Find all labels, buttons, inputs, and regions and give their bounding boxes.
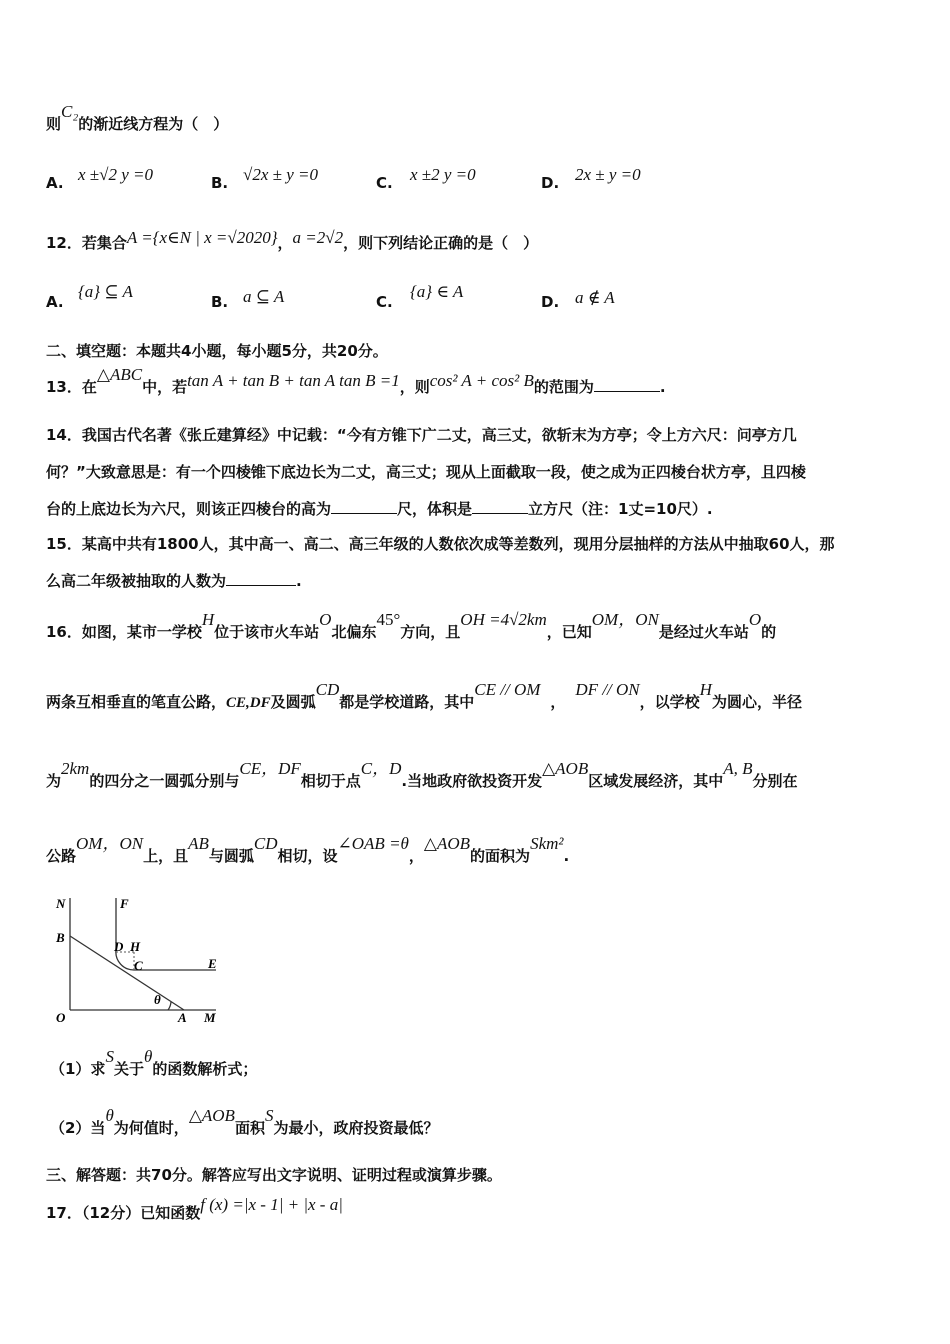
- option-expr: a ∉ A: [575, 288, 615, 307]
- q14-line1: 14．我国古代名著《张丘建算经》中记载：“今有方锥下广二丈，高三丈，欲斩末为方亭；令上方六尺：问亭方几: [46, 426, 797, 444]
- option-letter[interactable]: B.: [211, 174, 229, 192]
- option-expr: 2x ± y =0: [575, 165, 641, 184]
- label-a: A: [178, 1010, 187, 1025]
- section-heading: 三、解答题：共70分。解答应写出文字说明、证明过程或演算步骤。: [46, 1166, 502, 1184]
- label-e: E: [208, 956, 217, 971]
- option-letter[interactable]: B.: [211, 293, 229, 311]
- option-expr: {a} ⊆ A: [78, 282, 133, 301]
- q11-stem: 则C₂的渐近线方程为（ ）: [46, 102, 229, 133]
- q14-line2: 何？”大致意思是：有一个四棱锥下底边长为二丈，高三丈；现从上面截取一段，使之成为正四棱台状方亭，且四棱: [46, 463, 806, 481]
- answer-blank[interactable]: [226, 571, 296, 586]
- label-m: M: [204, 1010, 216, 1025]
- option-letter[interactable]: C.: [376, 293, 393, 311]
- answer-blank[interactable]: [472, 499, 528, 514]
- q16-sub1: （1）求S关于θ的函数解析式；: [50, 1047, 258, 1078]
- option-expr: a ⊆ A: [243, 287, 285, 306]
- q16-line4: 公路OM，ON上，且AB与圆弧CD相切，设∠OAB =θ，△AOB的面积为Skm².: [46, 834, 570, 865]
- q16-sub2: （2）当θ为何值时，△AOB面积S为最小，政府投资最低？: [50, 1106, 439, 1137]
- option-letter[interactable]: D.: [541, 174, 560, 192]
- answer-blank[interactable]: [594, 377, 660, 392]
- option-letter[interactable]: D.: [541, 293, 560, 311]
- q14-line3: 台的上底边长为六尺，则该正四棱台的高为 尺，体积是 立方尺（注：1丈=10尺）.: [46, 500, 713, 518]
- answer-blank[interactable]: [331, 499, 397, 514]
- label-o: O: [56, 1010, 66, 1025]
- q17: 17．（12分）已知函数f (x) =|x - 1| + |x - a|: [46, 1195, 343, 1222]
- q12-stem: 12．若集合A ={x∈N | x =√2020}，a =2√2，则下列结论正确的是（ ）: [46, 228, 539, 252]
- segment-ab: [70, 936, 184, 1010]
- geometry-figure: [50, 892, 240, 1032]
- q15-line2: 么高二年级被抽取的人数为 .: [46, 572, 302, 590]
- option-expr: x ±2 y =0: [410, 165, 476, 184]
- label-d: D: [114, 939, 124, 954]
- q16-line1: 16．如图，某市一学校H位于该市火车站O北偏东45°方向，且OH =4√2km，已知OM，ON是经过火车站O的: [46, 610, 777, 641]
- angle-arc: [168, 1002, 171, 1010]
- section-heading: 二、填空题：本题共4小题，每小题5分，共20分。: [46, 342, 388, 360]
- q16-line3: 为2km的四分之一圆弧分别与CE，DF相切于点C，D.当地政府欲投资开发△AOB区域发展经济，其中A, B分别在: [46, 759, 798, 790]
- q16-line2: 两条互相垂直的笔直公路，CE,DF及圆弧CD都是学校道路，其中CE // OM，DF // ON，以学校H为圆心，半径: [46, 680, 802, 711]
- label-h: H: [130, 939, 141, 954]
- q15-line1: 15．某高中共有1800人，其中高一、高二、高三年级的人数依次成等差数列，现用分层抽样的方法从中抽取60人，那: [46, 535, 835, 553]
- label-b: B: [56, 930, 65, 945]
- option-letter[interactable]: A.: [46, 174, 64, 192]
- option-expr: √2x ± y =0: [243, 165, 318, 184]
- q13: 13．在△ABC中，若tan A + tan B + tan A tan B =1，则cos² A + cos² B的范围为 .: [46, 365, 666, 396]
- option-expr: {a} ∈ A: [410, 282, 464, 301]
- label-c: C: [134, 958, 143, 973]
- label-n: N: [56, 896, 66, 911]
- label-f: F: [120, 896, 129, 911]
- option-letter[interactable]: C.: [376, 174, 393, 192]
- option-letter[interactable]: A.: [46, 293, 64, 311]
- label-theta: θ: [154, 992, 161, 1007]
- option-expr: x ±√2 y =0: [78, 165, 153, 184]
